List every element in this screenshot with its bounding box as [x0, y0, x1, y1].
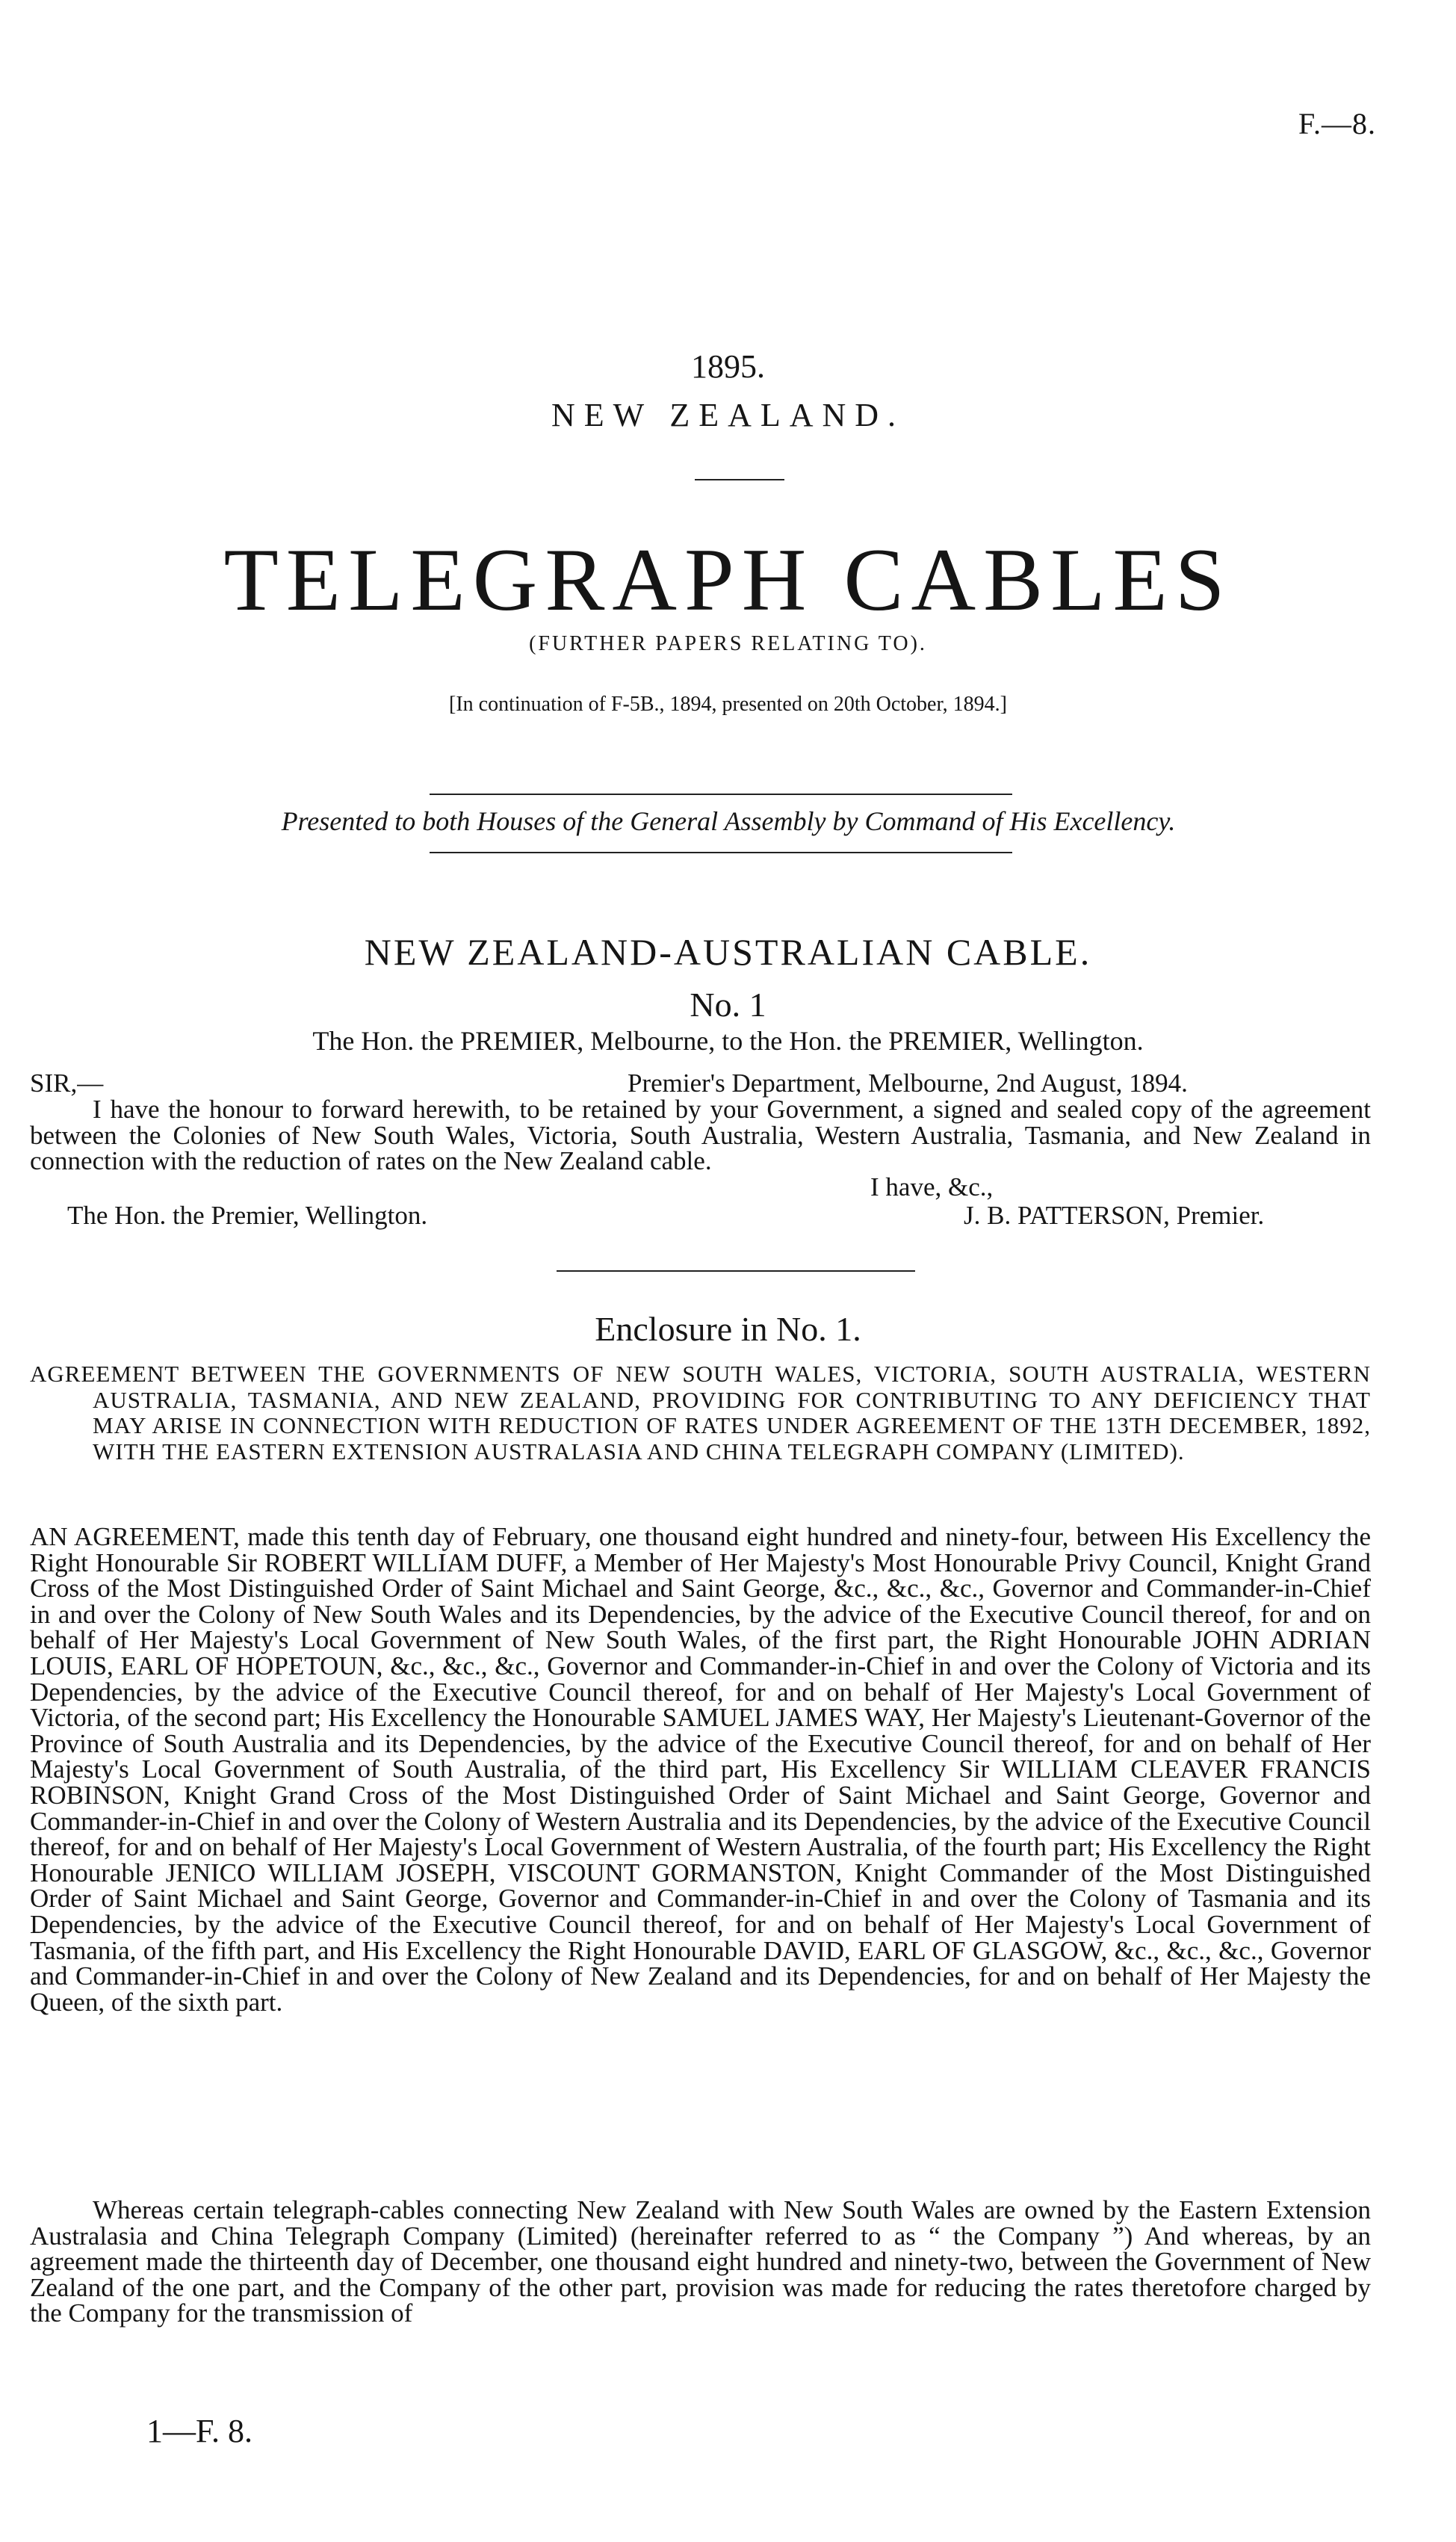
- enclosure-heading: Enclosure in No. 1.: [595, 1310, 861, 1348]
- continuation-note: [In continuation of F-5B., 1894, presented on 20th October, 1894.]: [449, 693, 1007, 716]
- document-title: TELEGRAPH CABLES: [223, 530, 1233, 629]
- letter-addressee: The Hon. the Premier, Wellington.: [67, 1201, 428, 1230]
- short-divider: [695, 479, 784, 480]
- presented-statement: Presented to both Houses of the General Assembly by Command of His Excellency.: [281, 806, 1176, 836]
- document-subtitle: (FURTHER PAPERS RELATING TO).: [529, 632, 927, 655]
- enclosure-divider: [557, 1270, 915, 1272]
- letter-signature: J. B. PATTERSON, Premier.: [964, 1201, 1265, 1230]
- section-title: NEW ZEALAND-AUSTRALIAN CABLE.: [364, 931, 1092, 973]
- country-heading: NEW ZEALAND.: [551, 397, 905, 433]
- letter-body: I have the honour to forward herewith, to be retained by your Government, a signed and sealed copy of the agreement between the Colonies of New South Wales, Victoria, South Australia, Western Australia, Tasmania, and New Zealand in connection with the reduction of rates on the New Zealand cable.: [30, 1095, 1371, 1176]
- letter-dateline: Premier's Department, Melbourne, 2nd August, 1894.: [628, 1069, 1188, 1098]
- letter-salutation: SIR,—: [30, 1069, 104, 1098]
- correspondence-caption: The Hon. the PREMIER, Melbourne, to the Hon. the PREMIER, Wellington.: [312, 1026, 1144, 1056]
- document-number: No. 1: [690, 986, 766, 1024]
- letter-closing: I have, &c.,: [870, 1172, 994, 1202]
- agreement-title: AGREEMENT BETWEEN THE GOVERNMENTS OF NEW SOUTH WALES, VICTORIA, SOUTH AUSTRALIA, WESTERN AUSTRALIA, TASMANIA, AND NEW ZEALAND, PROVIDING FOR CONTRIBUTING TO ANY DEFICIENCY THAT MAY ARISE IN CONNECTION WITH REDUCTION OF RATES UNDER AGREEMENT OF THE 13TH DECEMBER, 1892, WITH THE EASTERN EXTENSION AUSTRALASIA AND CHINA TELEGRAPH COMPANY (LIMITED).: [30, 1361, 1371, 1465]
- agreement-paragraph-1: AN AGREEMENT, made this tenth day of February, one thousand eight hundred and ninety-four, between His Excellency the Right Honourable Sir ROBERT WILLIAM DUFF, a Member of Her Majesty's Most Honourable Privy Council, Knight Grand Cross of the Most Distinguished Order of Saint Michael and Saint George, &c., &c., &c., Governor and Commander-in-Chief in and over the Colony of New South Wales and its Dependencies, by the advice of the Executive Council thereof, for and on behalf of Her Majesty's Local Government of New South Wales, of the first part, the Right Honourable JOHN ADRIAN LOUIS, EARL OF HOPETOUN, &c., &c., &c., Governor and Commander-in-Chief in and over the Colony of Victoria and its Dependencies, by the advice of the Executive Council thereof, for and on behalf of Her Majesty's Local Government of Victoria, of the second part; His Excellency the Honourable SAMUEL JAMES WAY, Her Majesty's Lieutenant-Governor of the Province of South Australia and its Dependencies, by the advice of the Executive Council thereof, for and on behalf of Her Majesty's Local Government of South Australia, of the third part, His Excellency Sir WILLIAM CLEAVER FRANCIS ROBINSON, Knight Grand Cross of the Most Distinguished Order of Saint Michael and Saint George, Governor and Commander-in-Chief in and over the Colony of Western Australia and its Dependencies, by the advice of the Executive Council thereof, for and on behalf of Her Majesty's Local Government of Western Australia, of the fourth part; His Excellency the Right Honourable JENICO WILLIAM JOSEPH, VISCOUNT GORMANSTON, Knight Commander of the Most Distinguished Order of Saint Michael and Saint George, Governor and Commander-in-Chief in and over the Colony of Tasmania and its Dependencies, by the advice of the Executive Council thereof, for and on behalf of Her Majesty's Local Government of Tasmania, of the fifth part, and His Excellency the Right Honourable DAVID, EARL OF GLASGOW, &c., &c., &c., Governor and Commander-in-Chief in and over the Colony of New Zealand and its Dependencies, for and on behalf of Her Majesty the Queen, of the sixth part.: [30, 1522, 1371, 2017]
- agreement-paragraph-2: Whereas certain telegraph-cables connecting New Zealand with New South Wales are owned by the Eastern Extension Australasia and China Telegraph Company (Limited) (hereinafter referred to as “ the Company ”) And whereas, by an agreement made the thirteenth day of December, one thousand eight hundred and ninety-two, between the Government of New Zealand of the one part, and the Company of the other part, provision was made for reducing the rates theretofore charged by the Company for the transmission of: [30, 2195, 1371, 2328]
- publication-year: 1895.: [691, 348, 765, 385]
- presented-rule-top: [430, 794, 1012, 795]
- page-reference: F.—8.: [1298, 107, 1376, 140]
- presented-rule-bottom: [430, 852, 1012, 853]
- signature-mark: 1—F. 8.: [146, 2413, 253, 2449]
